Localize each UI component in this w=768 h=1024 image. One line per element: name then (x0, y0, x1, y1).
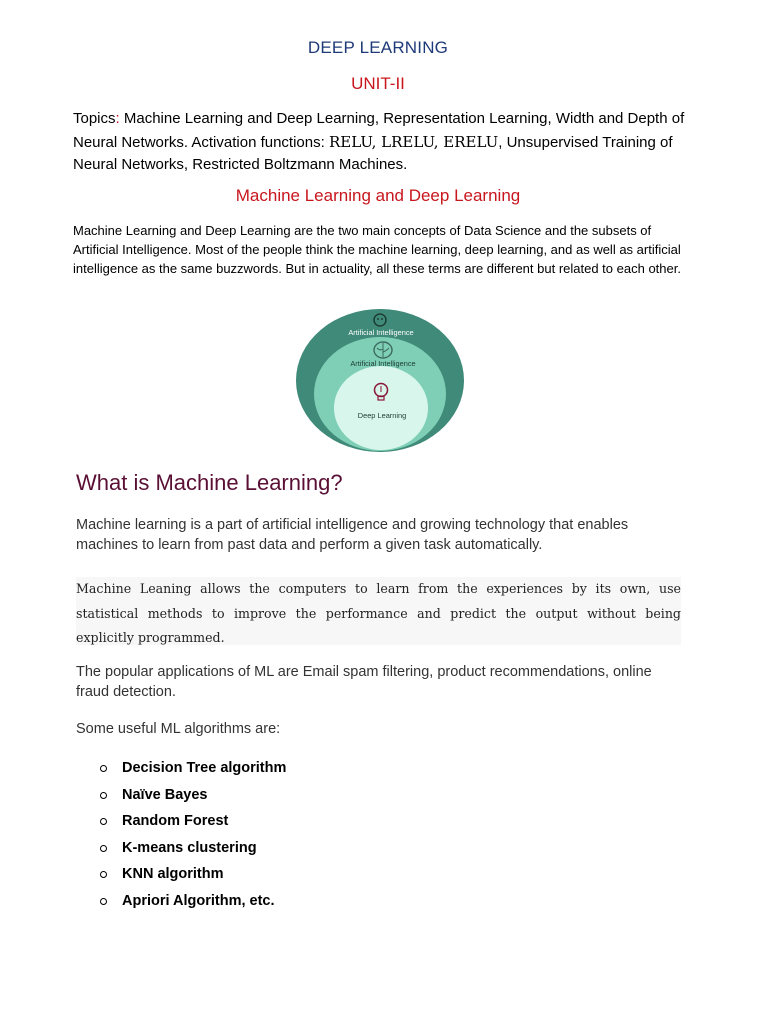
ml-quote-text: Machine Leaning allows the computers to learn from the experiences by its own, use statistical methods to improve the performance and predict the output without being explicitly programmed. (76, 581, 681, 645)
algorithm-name: Apriori Algorithm, etc. (122, 892, 275, 909)
circle-bullet-icon (100, 898, 107, 905)
outer-label: Artificial Intelligence (348, 328, 414, 337)
topics-text-b: , Unsupervised Training of Neural Networks, Restricted Boltzmann Machines. (73, 133, 673, 173)
algorithm-name: KNN algorithm (122, 866, 224, 883)
circle-bullet-icon (100, 792, 107, 799)
topics-paragraph (73, 108, 685, 177)
list-item (100, 785, 500, 812)
inner-label: Deep Learning (357, 411, 407, 420)
list-item (100, 891, 500, 918)
ml-algorithms-intro: Some useful ML algorithms are: (76, 721, 281, 737)
algorithm-name: Random Forest (122, 813, 229, 830)
circle-bullet-icon (100, 871, 107, 878)
algorithm-name: Decision Tree algorithm (122, 760, 287, 776)
list-item (100, 811, 500, 838)
topics-text-a: Machine Learning and Deep Learning, Representation Learning, Width and Depth of Neural Networks. Activation functions: (73, 110, 685, 151)
topics-label: Topics (73, 110, 116, 127)
section-heading: Machine Learning and Deep Learning (235, 186, 521, 205)
topics-colon: : (115, 110, 120, 127)
what-is-ml-heading: What is Machine Learning? (76, 470, 343, 495)
ml-definition-paragraph: Machine learning is a part of artificial intelligence and growing technology that enables machines to learn from past data and perform a given task automatically. (76, 517, 629, 553)
document-title: DEEP LEARNING (307, 38, 449, 57)
unit-title: UNIT-II (351, 74, 405, 93)
ml-algorithms-list (100, 758, 500, 918)
ai-ml-dl-diagram (295, 308, 465, 453)
list-item (100, 758, 500, 785)
intro-paragraph: Machine Learning and Deep Learning are the two main concepts of Data Science and the subsets of Artificial Intelligence. Most of the people think the machine learning, deep learning, and as well as artificial intelligence as the same buzzwords. But in actuality, all these terms are different but related to each other. (73, 223, 681, 276)
ml-quote-block (76, 577, 681, 645)
circle-bullet-icon (100, 818, 107, 825)
algorithm-name: Naïve Bayes (122, 786, 208, 803)
circle-bullet-icon (100, 845, 107, 852)
algorithm-name: K-means clustering (122, 839, 257, 856)
ml-applications-paragraph: The popular applications of ML are Email spam filtering, product recommendations, online fraud detection. (76, 664, 652, 700)
activation-functions: RELU, LRELU, ERELU (328, 132, 499, 151)
list-item (100, 864, 500, 891)
middle-label: Artificial Intelligence (350, 359, 416, 368)
circle-bullet-icon (100, 765, 107, 772)
list-item (100, 838, 500, 865)
inner-circle (334, 366, 428, 450)
